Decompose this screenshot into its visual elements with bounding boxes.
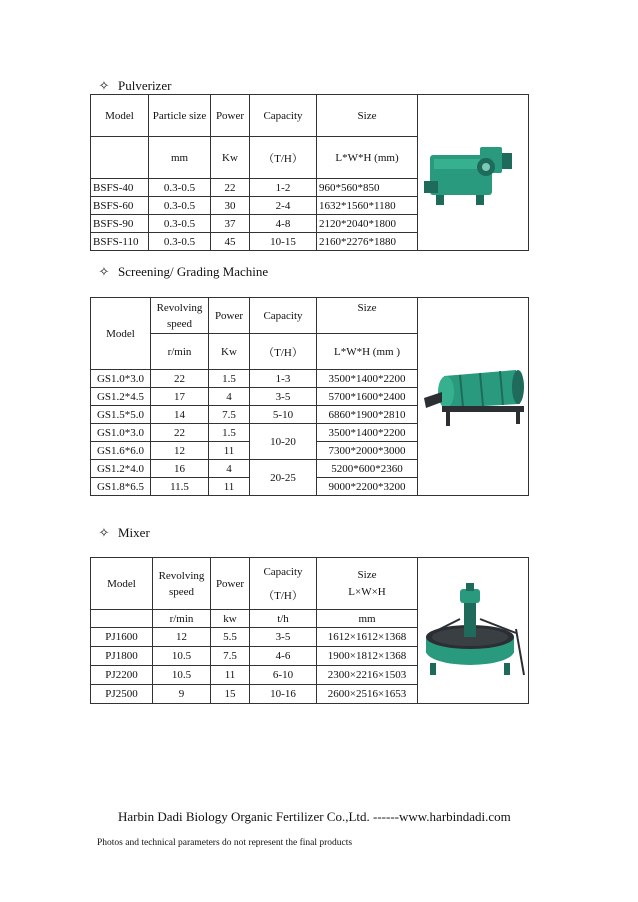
cell: 7.5 (209, 406, 250, 424)
section-title: Mixer (118, 525, 150, 540)
cell-model: PJ1600 (91, 628, 153, 647)
cell-model: PJ2500 (91, 685, 153, 704)
unit-cell: mm (149, 137, 211, 179)
section-header-pulverizer (98, 78, 171, 94)
cell: 10.5 (153, 647, 211, 666)
cell: 11 (209, 478, 250, 496)
pulverizer-photo (418, 95, 529, 251)
unit-cell: （T/H） (250, 334, 317, 370)
col-header: Revolving speed (153, 558, 211, 610)
capacity-label: Capacity (263, 565, 303, 578)
col-header: Revolving speed (151, 298, 209, 334)
section-header-screening (98, 264, 268, 280)
cell: 3500*1400*2200 (317, 370, 418, 388)
unit-cell: Kw (211, 137, 250, 179)
cell-model: BSFS-40 (91, 179, 149, 197)
cell: 11 (211, 666, 250, 685)
cell: 4-8 (250, 215, 317, 233)
pulverizer-table (90, 94, 529, 251)
cell: 0.3-0.5 (149, 215, 211, 233)
col-header-capacity (250, 558, 317, 610)
unit-cell: Kw (209, 334, 250, 370)
cell: 5700*1600*2400 (317, 388, 418, 406)
cell: 4 (209, 460, 250, 478)
cell: 45 (211, 233, 250, 251)
cell-model: GS1.0*3.0 (91, 424, 151, 442)
pulverizer-machine-icon (420, 133, 524, 213)
cell: 22 (211, 179, 250, 197)
cell: 10-16 (250, 685, 317, 704)
cell: 37 (211, 215, 250, 233)
cell: 12 (153, 628, 211, 647)
cell-model: BSFS-90 (91, 215, 149, 233)
cell: 7.5 (211, 647, 250, 666)
unit-cell: r/min (153, 610, 211, 628)
cell: 0.3-0.5 (149, 197, 211, 215)
company-footer: Harbin Dadi Biology Organic Fertilizer Co.,Ltd. ------www.harbindadi.com (118, 809, 511, 824)
cell: 2120*2040*1800 (317, 215, 418, 233)
cell: 11 (209, 442, 250, 460)
col-header: Size (317, 298, 418, 334)
table-header-row (91, 558, 529, 610)
bullet-icon: ✧ (98, 525, 110, 540)
unit-cell: t/h (250, 610, 317, 628)
size-label: Size (357, 568, 377, 581)
cell: 10-15 (250, 233, 317, 251)
section-header-mixer (98, 525, 150, 541)
cell: 15 (211, 685, 250, 704)
unit-cell: mm (317, 610, 418, 628)
unit-cell: kw (211, 610, 250, 628)
cell: 5200*600*2360 (317, 460, 418, 478)
cell: 2300×2216×1503 (317, 666, 418, 685)
mixer-table (90, 557, 529, 704)
cell: 3500*1400*2200 (317, 424, 418, 442)
cell: 4-6 (250, 647, 317, 666)
section-title: Pulverizer (118, 78, 172, 93)
col-header: Particle size (149, 95, 211, 137)
cell-model: GS1.6*6.0 (91, 442, 151, 460)
cell: 12 (151, 442, 209, 460)
cell: 5.5 (211, 628, 250, 647)
cell-model: GS1.0*3.0 (91, 370, 151, 388)
cell: 10.5 (153, 666, 211, 685)
cell: 2600×2516×1653 (317, 685, 418, 704)
rotary-screen-machine-icon (420, 362, 529, 432)
section-title: Screening/ Grading Machine (118, 264, 269, 279)
col-header: Power (209, 298, 250, 334)
cell-model: GS1.2*4.0 (91, 460, 151, 478)
cell: 2160*2276*1880 (317, 233, 418, 251)
cell: 0.3-0.5 (149, 179, 211, 197)
cell-model: GS1.8*6.5 (91, 478, 151, 496)
cell-model: BSFS-110 (91, 233, 149, 251)
cell-merged: 20-25 (250, 460, 317, 496)
cell: 1.5 (209, 424, 250, 442)
cell: 1-2 (250, 179, 317, 197)
col-header: Size (317, 95, 418, 137)
cell: 17 (151, 388, 209, 406)
size-unit: L×W×H (348, 585, 386, 598)
table-header-row (91, 95, 529, 137)
cell: 9 (153, 685, 211, 704)
cell: 1-3 (250, 370, 317, 388)
cell: 6860*1900*2810 (317, 406, 418, 424)
cell-model: PJ2200 (91, 666, 153, 685)
table-header-row (91, 298, 529, 334)
cell: 1.5 (209, 370, 250, 388)
col-header: Model (91, 558, 153, 610)
col-header: Capacity (250, 298, 317, 334)
disclaimer-note: Photos and technical parameters do not represent the final products (97, 838, 353, 848)
pan-mixer-machine-icon (420, 579, 528, 683)
capacity-unit: （T/H） (263, 589, 303, 602)
cell-model: BSFS-60 (91, 197, 149, 215)
unit-cell: L*W*H (mm) (317, 137, 418, 179)
cell: 22 (151, 424, 209, 442)
unit-cell: L*W*H (mm ) (317, 334, 418, 370)
col-header: Power (211, 558, 250, 610)
cell: 9000*2200*3200 (317, 478, 418, 496)
col-header: Power (211, 95, 250, 137)
col-header: Capacity (250, 95, 317, 137)
col-header: Model (91, 298, 151, 370)
cell: 1632*1560*1180 (317, 197, 418, 215)
cell: 4 (209, 388, 250, 406)
cell: 0.3-0.5 (149, 233, 211, 251)
col-header: Model (91, 95, 149, 137)
unit-cell: （T/H） (250, 137, 317, 179)
cell: 16 (151, 460, 209, 478)
cell: 2-4 (250, 197, 317, 215)
cell: 11.5 (151, 478, 209, 496)
cell-merged: 10-20 (250, 424, 317, 460)
col-header-size (317, 558, 418, 610)
cell: 1900×1812×1368 (317, 647, 418, 666)
cell-model: PJ1800 (91, 647, 153, 666)
bullet-icon: ✧ (98, 78, 110, 93)
cell: 30 (211, 197, 250, 215)
bullet-icon: ✧ (98, 264, 110, 279)
screening-photo (418, 298, 529, 496)
screening-table (90, 297, 529, 496)
cell: 1612×1612×1368 (317, 628, 418, 647)
cell-model: GS1.2*4.5 (91, 388, 151, 406)
cell: 14 (151, 406, 209, 424)
cell: 5-10 (250, 406, 317, 424)
cell: 3-5 (250, 388, 317, 406)
cell: 6-10 (250, 666, 317, 685)
mixer-photo (418, 558, 529, 704)
cell: 22 (151, 370, 209, 388)
unit-cell: r/min (151, 334, 209, 370)
cell: 7300*2000*3000 (317, 442, 418, 460)
cell: 960*560*850 (317, 179, 418, 197)
cell-model: GS1.5*5.0 (91, 406, 151, 424)
cell: 3-5 (250, 628, 317, 647)
